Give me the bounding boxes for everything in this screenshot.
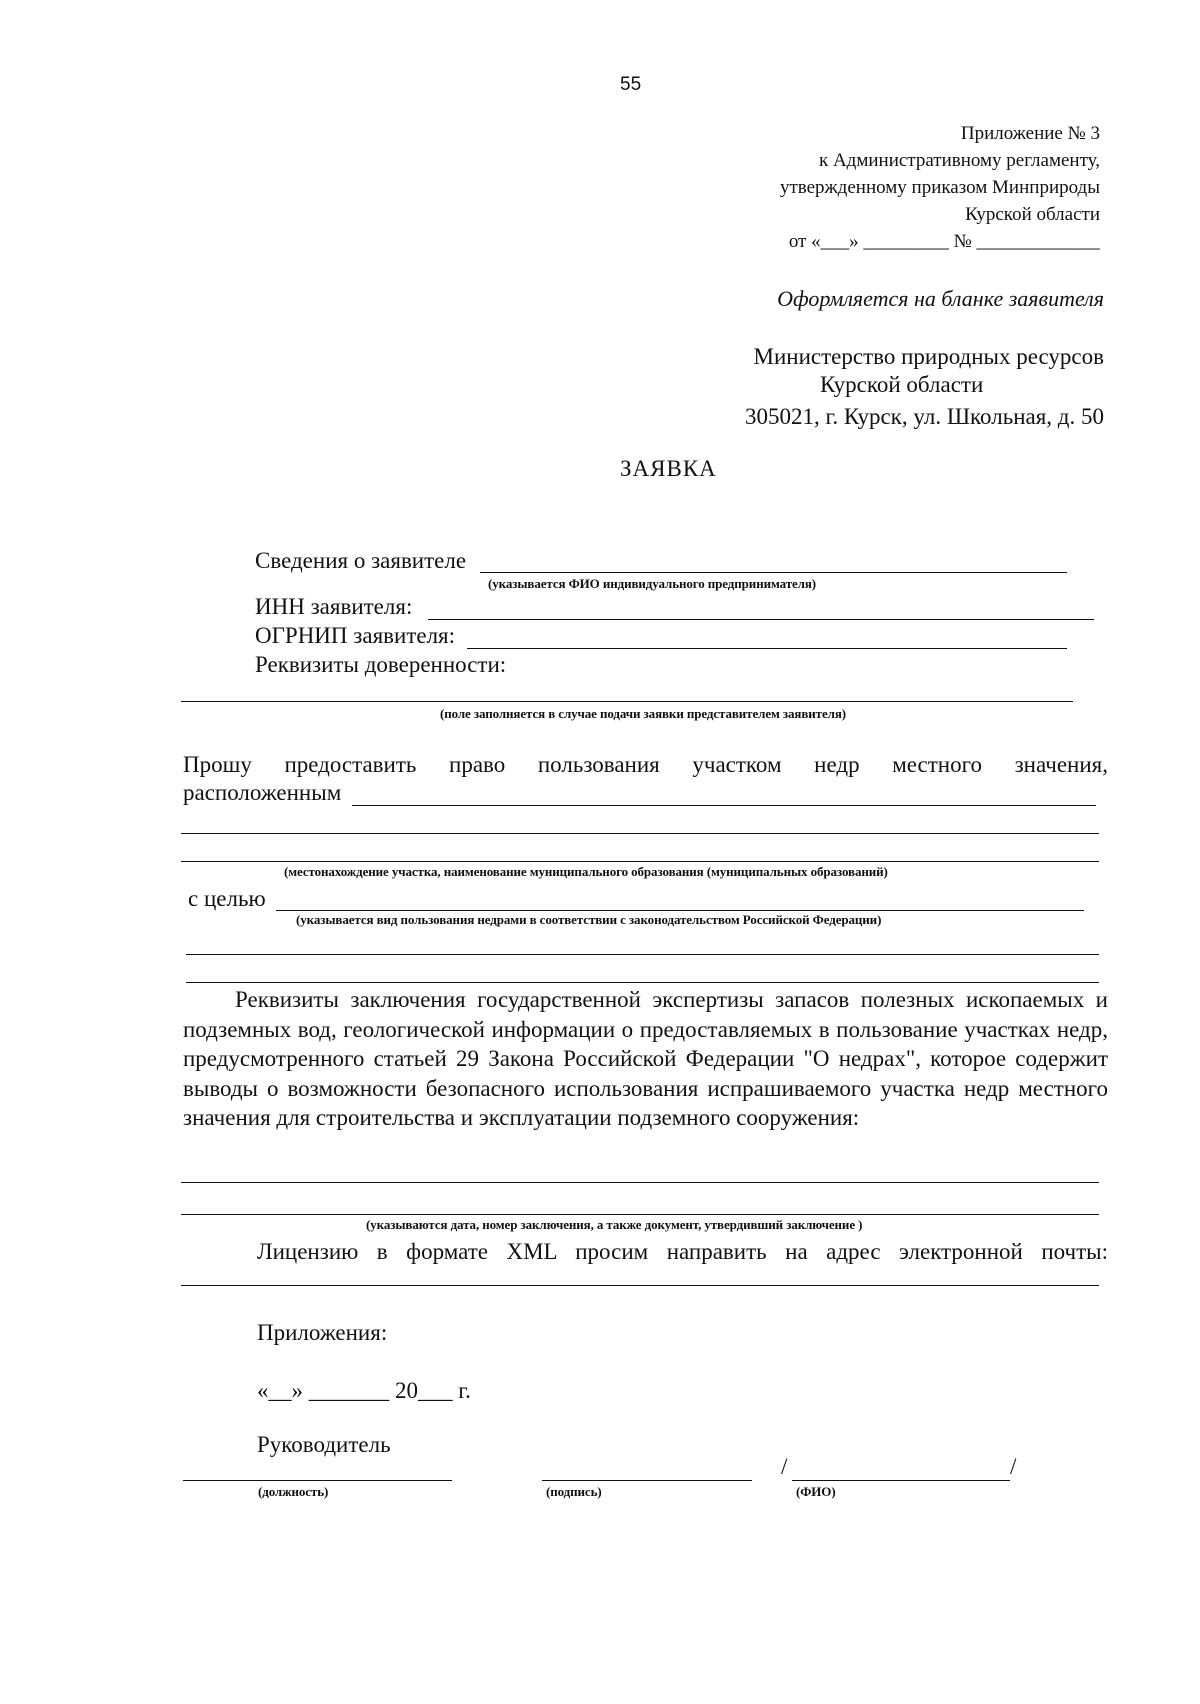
recipient-line-1: Министерство природных ресурсов [753,344,1104,369]
recipient-line-2: Курской области [820,372,984,397]
ogrnip-field[interactable] [467,648,1067,649]
poa-label: Реквизиты доверенности: [255,652,507,677]
purpose-caption: (указывается вид пользования недрами в соответствии с законодательством Российской Федерации) [296,912,882,927]
poa-caption: (поле заполняется в случае подачи заявки представителем заявителя) [440,706,846,721]
blank-note: Оформляется на бланке заявителя [777,286,1104,311]
location-field-line-3[interactable] [181,861,1099,862]
license-text: Лицензию в формате XML просим направить на адрес электронной почты: [257,1239,1108,1264]
name-slash-left: / [781,1454,788,1479]
name-slash-right: / [1010,1454,1017,1479]
purpose-field[interactable] [276,910,1084,911]
purpose-label: с целью [188,886,266,911]
request-text: Прошу предоставить право пользования участком недр местного значения, [183,752,1108,777]
attachments-label: Приложения: [257,1320,388,1345]
appendix-date-line: от «___» _________ № _____________ [788,231,1100,252]
applicant-info-caption: (указывается ФИО индивидуального предпринимателя) [488,576,817,591]
appendix-line-4: Курской области [965,204,1100,225]
expertise-caption: (указываются дата, номер заключения, а также документ, утвердивший заключение ) [366,1217,863,1232]
appendix-line-3: утвержденному приказом Минприроды [779,177,1100,198]
name-field[interactable] [792,1480,1010,1481]
name-caption: (ФИО) [796,1484,836,1499]
recipient-line-3: 305021, г. Курск, ул. Школьная, д. 50 [745,404,1104,429]
head-label: Руководитель [257,1432,391,1457]
purpose-field-line-2[interactable] [186,954,1099,955]
expertise-field-line-1[interactable] [181,1182,1099,1183]
page-number: 55 [620,74,642,95]
poa-field[interactable] [181,701,1073,702]
position-field[interactable] [183,1480,452,1481]
signature-field[interactable] [542,1480,752,1481]
email-field[interactable] [181,1285,1099,1286]
expertise-text-content: Реквизиты заключения государственной экспертизы запасов полезных ископаемых и подземных вод, геологической информации о предоставляемых в пользование участках недр, предусмотренного статьей 29 Закона Российской Федерации "О недрах", которое содержит выводы о возможности безопасного использования испрашиваемого участка недр местного значения для строительства и эксплуатации подземного сооружения: [183,987,1108,1130]
ogrnip-label: ОГРНИП заявителя: [255,623,456,648]
signature-caption: (подпись) [546,1484,602,1499]
location-field-line-1[interactable] [352,805,1096,806]
inn-field[interactable] [428,619,1094,620]
applicant-info-field[interactable] [480,572,1067,573]
appendix-number: Приложение № 3 [960,123,1100,144]
position-caption: (должность) [258,1484,329,1499]
expertise-text [183,985,1108,1133]
location-caption: (местонахождение участка, наименование муниципального образования (муниципальных образований) [284,864,888,879]
located-label: расположенным [183,780,342,805]
date-line: «__» _______ 20___ г. [257,1378,471,1403]
document-title: ЗАЯВКА [620,456,717,481]
applicant-info-label: Сведения о заявителе [255,548,467,573]
purpose-field-line-3[interactable] [186,982,1099,983]
expertise-field-line-2[interactable] [181,1214,1099,1215]
location-field-line-2[interactable] [181,833,1099,834]
appendix-line-2: к Административному регламенту, [818,150,1100,171]
inn-label: ИНН заявителя: [255,594,413,619]
